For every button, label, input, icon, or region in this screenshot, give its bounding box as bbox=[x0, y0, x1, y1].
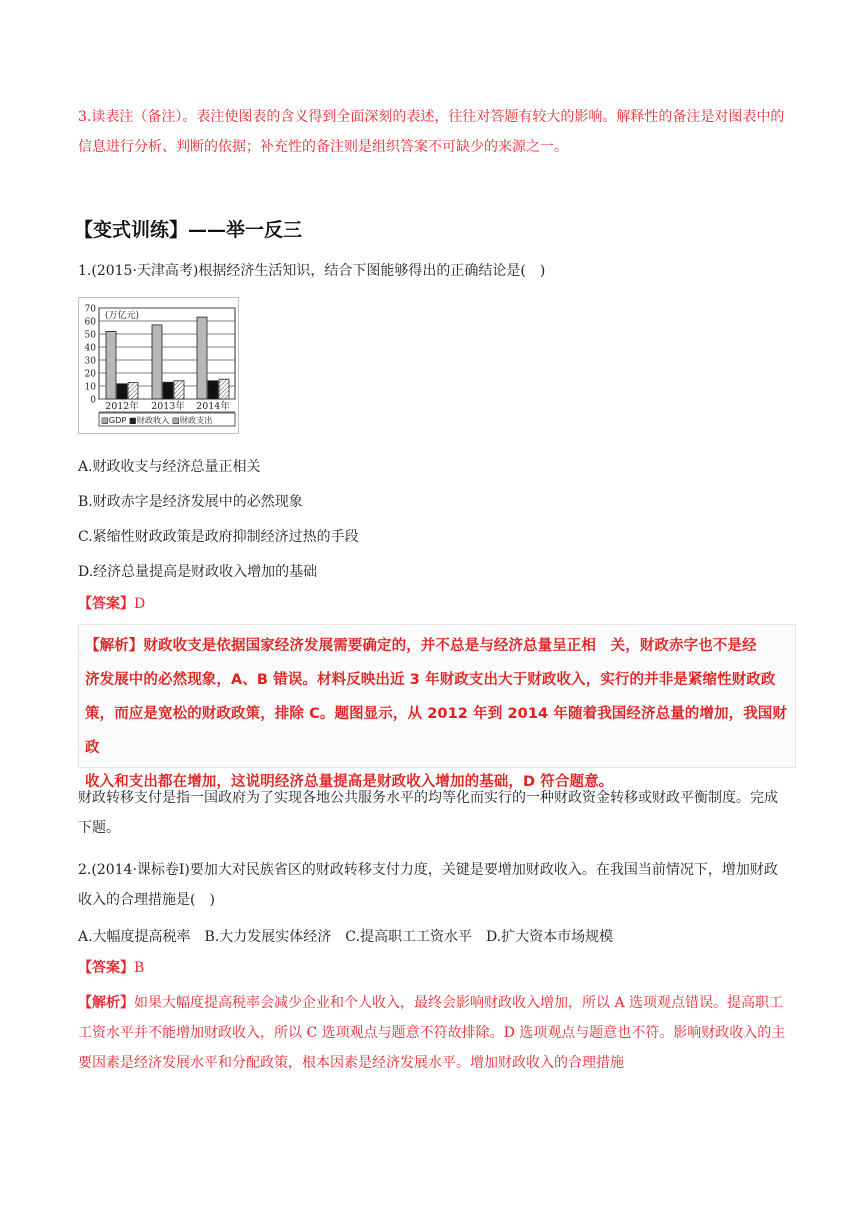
answer-value: D bbox=[134, 596, 146, 612]
legend: ▨GDP ■财政收入 ▨财政支出 bbox=[101, 415, 213, 425]
question-1-stem: 1.(2015·天津高考)根据经济生活知识，结合下图能够得出的正确结论是( ) bbox=[78, 263, 546, 279]
y-tick-label: 40 bbox=[84, 343, 96, 354]
y-tick-label: 10 bbox=[84, 382, 96, 393]
x-tick-label: 2013年 bbox=[151, 401, 185, 412]
chart-canvas bbox=[79, 298, 238, 433]
bar-expense bbox=[128, 383, 138, 399]
option-c: C.紧缩性财政政策是政府抑制经济过热的手段 bbox=[78, 529, 359, 545]
analysis-line-2: 济发展中的必然现象，A、B 错误。材料反映出近 3 年财政支出大于财政收入，实行的并非是紧缩性财政政 bbox=[85, 672, 776, 688]
analysis-line-1 bbox=[85, 629, 787, 663]
y-tick-label: 20 bbox=[84, 369, 96, 380]
section-heading: 【变式训练】——举一反三 bbox=[74, 219, 303, 241]
analysis-line-4: 收入和支出都在增加，这说明经济总量提高是财政收入增加的基础，D 符合题意。 bbox=[85, 774, 614, 790]
question-1-answer bbox=[78, 593, 145, 613]
bar-income bbox=[117, 384, 127, 399]
y-tick-label: 30 bbox=[84, 356, 96, 367]
bar-expense bbox=[174, 381, 184, 399]
option-d: D.经济总量提高是财政收入增加的基础 bbox=[78, 564, 318, 580]
bar-income bbox=[208, 381, 218, 399]
bar-gdp bbox=[106, 331, 116, 399]
question-2-answer bbox=[78, 957, 144, 977]
reading-note: 3.读表注（备注）。表注使图表的含义得到全面深刻的表述，往往对答题有较大的影响。解释性的备注是对图表中的信息进行分析、判断的依据；补充性的备注则是组织答案不可缺少的来源之一。 bbox=[78, 109, 785, 155]
y-tick-label: 0 bbox=[90, 395, 96, 406]
option-a: A.财政收支与经济总量正相关 bbox=[78, 459, 261, 475]
x-tick-label: 2012年 bbox=[105, 401, 139, 412]
y-tick-label: 50 bbox=[84, 330, 96, 341]
bar-gdp bbox=[197, 317, 207, 399]
question-1-analysis bbox=[78, 624, 796, 790]
analysis-tag: 【解析】 bbox=[78, 995, 134, 1011]
bar-gdp bbox=[152, 325, 162, 399]
answer-tag: 【答案】 bbox=[78, 596, 134, 612]
x-tick-label: 2014年 bbox=[196, 401, 230, 412]
unit-label: (万亿元) bbox=[105, 311, 140, 321]
transfer-payment-intro: 财政转移支付是指一国政府为了实现各地公共服务水平的均等化而实行的一种财政资金转移或财政平衡制度。完成下题。 bbox=[78, 790, 778, 836]
y-tick-label: 60 bbox=[84, 317, 96, 328]
fiscal-bar-chart bbox=[78, 297, 239, 434]
analysis-text: 如果大幅度提高税率会减少企业和个人收入，最终会影响财政收入增加，所以 A 选项观点错误。提高职工工资水平并不能增加财政收入，所以 C 选项观点与题意不符故排除。D 选项观点与题意也不符。影响财政收入的主要因素是经济发展水平和分配政策，根本因素是经济发展水平。增加财政收入的合理措施 bbox=[78, 995, 786, 1071]
question-2-options: A.大幅度提高税率 B.大力发展实体经济 C.提高职工工资水平 D.扩大资本市场规模 bbox=[78, 929, 614, 945]
answer-tag: 【答案】 bbox=[78, 960, 134, 976]
analysis-line-1-text: 财政收支是依据国家经济发展需要确定的，并不总是与经济总量呈正相 关，财政赤字也不是经 bbox=[143, 638, 757, 654]
answer-value: B bbox=[134, 960, 145, 976]
y-tick-label: 70 bbox=[84, 304, 96, 315]
bar-income bbox=[163, 382, 173, 399]
question-2-stem: 2.(2014·课标卷Ⅰ)要加大对民族省区的财政转移支付力度，关键是要增加财政收入。在我国当前情况下，增加财政收入的合理措施是( ) bbox=[78, 862, 778, 908]
option-b: B.财政赤字是经济发展中的必然现象 bbox=[78, 494, 303, 510]
analysis-tag: 【解析】 bbox=[85, 638, 144, 654]
question-1-options bbox=[78, 450, 359, 590]
question-2-analysis bbox=[78, 988, 790, 1078]
bar-expense bbox=[219, 379, 229, 399]
analysis-line-3: 策，而应是宽松的财政政策，排除 C。题图显示，从 2012 年到 2014 年随着我国经济总量的增加，我国财政 bbox=[85, 706, 787, 756]
